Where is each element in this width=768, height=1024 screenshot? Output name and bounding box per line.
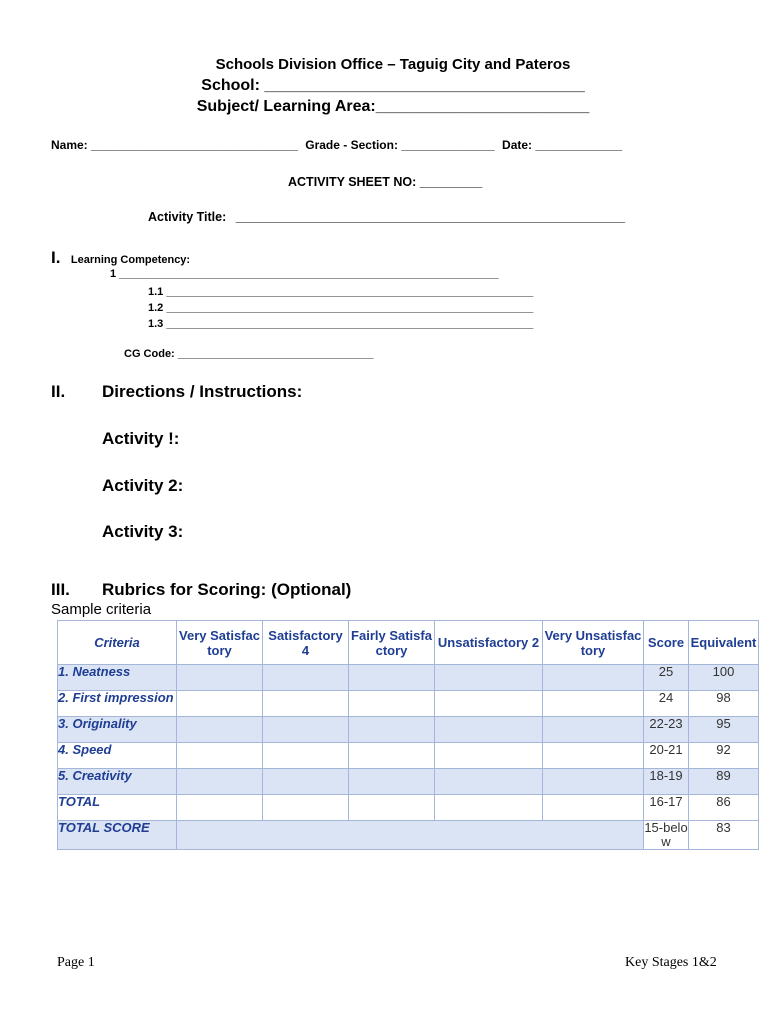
rating-cell bbox=[435, 769, 543, 795]
date-field: Date: _____________ bbox=[502, 138, 623, 152]
activity-title-label: Activity Title: bbox=[148, 210, 227, 224]
criteria-cell: 1. Neatness bbox=[58, 665, 177, 691]
activity-2: Activity 2: bbox=[102, 476, 184, 495]
header-criteria: Criteria bbox=[58, 621, 177, 665]
score-cell: 22-23 bbox=[644, 717, 689, 743]
equivalent-cell: 95 bbox=[689, 717, 759, 743]
rating-cell bbox=[263, 691, 349, 717]
rating-cell bbox=[543, 795, 644, 821]
section-2-numeral: II. bbox=[51, 382, 66, 401]
competency-subitem: 1.1 ____________________________________________________________ bbox=[148, 286, 534, 298]
rating-cell bbox=[177, 743, 263, 769]
equivalent-cell: 98 bbox=[689, 691, 759, 717]
criteria-cell: 3. Originality bbox=[58, 717, 177, 743]
footer-key-stage: Key Stages 1&2 bbox=[625, 955, 717, 970]
header-equivalent: Equivalent bbox=[689, 621, 759, 665]
table-row bbox=[58, 795, 759, 821]
section-1-numeral: I. bbox=[51, 248, 61, 267]
footer-page-number: Page 1 bbox=[57, 955, 95, 970]
name-field: Name: _______________________________ bbox=[51, 138, 298, 152]
rubric-header-row bbox=[58, 621, 759, 665]
rating-cell bbox=[435, 717, 543, 743]
score-cell: 24 bbox=[644, 691, 689, 717]
header-fairly-satisfactory: Fairly Satisfactory bbox=[349, 621, 435, 665]
rating-cell bbox=[349, 795, 435, 821]
rating-cell bbox=[543, 717, 644, 743]
rating-cell bbox=[263, 717, 349, 743]
criteria-cell: TOTAL bbox=[58, 795, 177, 821]
rating-cell bbox=[177, 691, 263, 717]
rating-cell bbox=[349, 769, 435, 795]
rating-cell bbox=[177, 795, 263, 821]
table-row bbox=[58, 743, 759, 769]
rating-cell bbox=[543, 769, 644, 795]
rating-cell bbox=[435, 691, 543, 717]
activity-title-blank: ________________________________________________________ bbox=[235, 210, 626, 224]
equivalent-cell: 86 bbox=[689, 795, 759, 821]
sample-criteria-caption: Sample criteria bbox=[51, 601, 152, 618]
competency-subitems bbox=[148, 284, 533, 332]
equivalent-cell: 100 bbox=[689, 665, 759, 691]
rating-cell bbox=[263, 665, 349, 691]
score-cell: 20-21 bbox=[644, 743, 689, 769]
rubric-table bbox=[57, 620, 759, 850]
header-satisfactory: Satisfactory 4 bbox=[263, 621, 349, 665]
table-row bbox=[58, 769, 759, 795]
rating-cell bbox=[263, 795, 349, 821]
criteria-cell: 5. Creativity bbox=[58, 769, 177, 795]
competency-subitem: 1.3 ____________________________________________________________ bbox=[148, 318, 534, 330]
activity-sheet-no: ACTIVITY SHEET NO: _________ bbox=[288, 175, 483, 189]
grade-section-field: Grade - Section: ______________ bbox=[305, 138, 495, 152]
table-row bbox=[58, 821, 759, 850]
rating-cell bbox=[349, 717, 435, 743]
rating-cell bbox=[543, 691, 644, 717]
office-title: Schools Division Office – Taguig City and Pateros bbox=[215, 56, 571, 73]
rating-cell bbox=[435, 743, 543, 769]
rating-cell bbox=[349, 665, 435, 691]
equivalent-cell: 92 bbox=[689, 743, 759, 769]
rating-cell bbox=[349, 743, 435, 769]
equivalent-cell: 83 bbox=[689, 821, 759, 850]
criteria-cell: 2. First impression bbox=[58, 691, 177, 717]
section-1-heading bbox=[51, 248, 190, 268]
school-line: School: ____________________________________ bbox=[201, 77, 585, 94]
competency-subitem: 1.2 ____________________________________________________________ bbox=[148, 302, 534, 314]
rating-cell bbox=[435, 665, 543, 691]
score-cell: 25 bbox=[644, 665, 689, 691]
activity-1: Activity !: bbox=[102, 429, 180, 448]
header-unsatisfactory: Unsatisfactory 2 bbox=[435, 621, 543, 665]
section-3-title: Rubrics for Scoring: (Optional) bbox=[102, 580, 352, 599]
rating-cell bbox=[543, 743, 644, 769]
info-line bbox=[51, 138, 622, 152]
equivalent-cell: 89 bbox=[689, 769, 759, 795]
rating-cell bbox=[435, 795, 543, 821]
table-row bbox=[58, 691, 759, 717]
score-cell: 16-17 bbox=[644, 795, 689, 821]
section-2-title: Directions / Instructions: bbox=[102, 382, 303, 401]
cg-code: CG Code: ________________________________ bbox=[124, 348, 374, 360]
rating-cell bbox=[263, 769, 349, 795]
score-cell: 18-19 bbox=[644, 769, 689, 795]
table-row bbox=[58, 717, 759, 743]
subject-line: Subject/ Learning Area:________________________ bbox=[196, 98, 590, 115]
activity-3: Activity 3: bbox=[102, 522, 184, 541]
table-row bbox=[58, 665, 759, 691]
section-1-title: Learning Competency: bbox=[70, 254, 191, 266]
rating-cell bbox=[349, 691, 435, 717]
section-3-numeral: III. bbox=[51, 580, 70, 599]
rating-cell bbox=[177, 769, 263, 795]
header-score: Score bbox=[644, 621, 689, 665]
header-very-unsatisfactory: Very Unsatisfactory bbox=[543, 621, 644, 665]
criteria-cell: 4. Speed bbox=[58, 743, 177, 769]
rating-cell bbox=[263, 743, 349, 769]
rating-cell bbox=[543, 665, 644, 691]
score-cell: 15-below bbox=[644, 820, 688, 849]
total-score-span-cell bbox=[177, 821, 644, 850]
header-very-satisfactory: Very Satisfactory bbox=[177, 621, 263, 665]
competency-item: 1 ______________________________________________________________ bbox=[110, 268, 499, 280]
activity-title-line bbox=[148, 210, 625, 224]
rating-cell bbox=[177, 665, 263, 691]
rating-cell bbox=[177, 717, 263, 743]
criteria-cell: TOTAL SCORE bbox=[58, 821, 177, 850]
